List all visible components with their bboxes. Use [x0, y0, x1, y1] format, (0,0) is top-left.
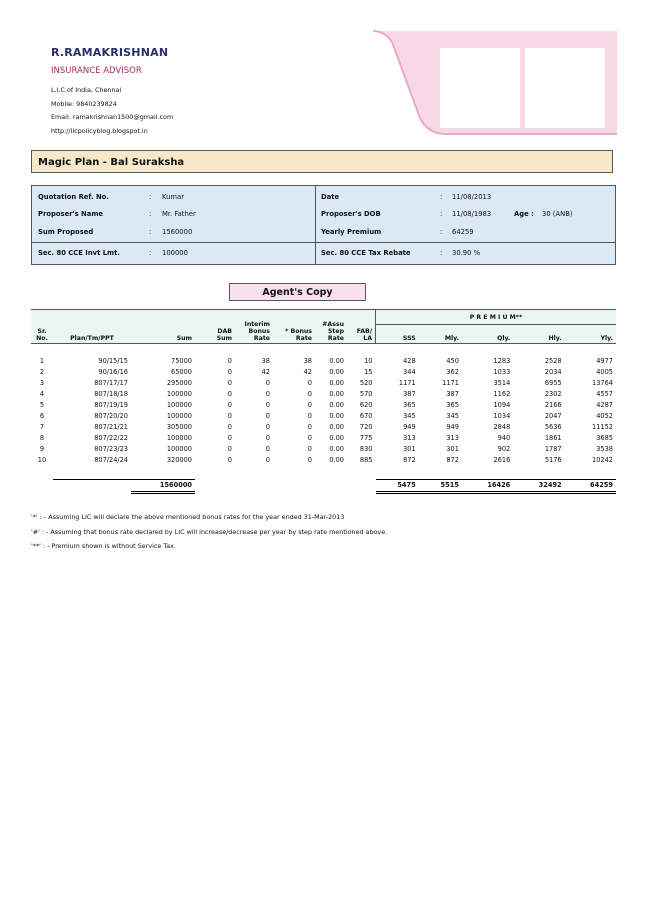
table-cell: 100000: [166, 389, 192, 398]
table-cell: 5636: [544, 422, 562, 431]
quotation-label: Quotation Ref. No.: [38, 193, 109, 201]
table-cell: 0: [227, 411, 232, 420]
colon: :: [440, 249, 443, 257]
table-row: [31, 410, 616, 421]
header-premium: P R E M I U M**: [376, 310, 617, 325]
footnote-step: '#' : - Assuming that bonus rate declared by LIC will increase/decrease per year by step rate mentioned above.: [31, 527, 388, 536]
table-cell: 570: [359, 389, 373, 398]
age-label: Age :: [514, 210, 534, 218]
table-cell: 0: [227, 433, 232, 442]
header-plan: Plan/Tm/PPT: [70, 335, 114, 342]
table-cell: 313: [403, 433, 416, 442]
table-cell: 0: [227, 356, 232, 365]
table-cell: 13764: [592, 378, 613, 387]
table-cell: 4: [39, 389, 45, 398]
table-cell: 1094: [493, 400, 511, 409]
table-cell: 2166: [544, 400, 562, 409]
table-cell: 0.00: [329, 422, 344, 431]
table-cell: 0: [265, 389, 270, 398]
total-sum: 1560000: [131, 479, 195, 492]
table-cell: 0: [307, 378, 312, 387]
table-cell: 6: [39, 411, 45, 420]
table-cell: 1171: [442, 378, 459, 387]
table-cell: 0.00: [329, 433, 344, 442]
table-row: [31, 388, 616, 399]
table-cell: 4052: [596, 411, 613, 420]
table-cell: 3685: [596, 433, 613, 442]
table-cell: 305000: [166, 422, 192, 431]
table-cell: 1787: [544, 444, 562, 453]
advisor-website[interactable]: http://licpolicyblog.blogspot.in: [51, 126, 148, 135]
colon: :: [149, 210, 152, 218]
table-cell: 807/18/18: [94, 389, 128, 398]
header-bonus: * Bonus Rate: [285, 328, 312, 342]
table-cell: 0: [227, 378, 232, 387]
table-cell: 0: [307, 411, 312, 420]
advisor-email[interactable]: Email: ramakrishnan1500@gmail.com: [51, 113, 174, 121]
table-cell: 9: [39, 444, 45, 453]
header-qly: Qly.: [497, 335, 511, 342]
table-cell: 720: [359, 422, 373, 431]
advisor-role: INSURANCE ADVISOR: [51, 66, 142, 76]
table-row: [31, 366, 616, 377]
date-value: 11/08/2013: [452, 193, 492, 201]
date-label: Date: [321, 193, 340, 201]
sec80-invt-value: 100000: [162, 249, 188, 257]
table-cell: 0: [265, 400, 270, 409]
table-cell: 2: [39, 367, 45, 376]
info-divider-vertical: [315, 186, 316, 264]
table-cell: 872: [446, 455, 459, 464]
table-cell: 0: [265, 455, 270, 464]
table-cell: 2302: [544, 389, 562, 398]
table-cell: 0.00: [329, 455, 344, 464]
table-cell: 42: [303, 367, 312, 376]
colon: :: [149, 249, 152, 257]
table-cell: 15: [364, 367, 373, 376]
table-cell: 10: [37, 455, 47, 464]
table-cell: 0: [227, 444, 232, 453]
premium-table: [31, 309, 616, 494]
table-cell: 520: [359, 378, 373, 387]
table-cell: 4557: [596, 389, 613, 398]
table-cell: 4287: [596, 400, 613, 409]
dob-value: 11/08/1983: [452, 210, 492, 218]
table-cell: 100000: [166, 400, 192, 409]
table-cell: 450: [446, 356, 459, 365]
header-mly: Mly.: [444, 335, 459, 342]
table-cell: 0: [227, 455, 232, 464]
table-row: [31, 399, 616, 410]
table-cell: 807/17/17: [94, 378, 128, 387]
table-cell: 38: [261, 356, 270, 365]
table-cell: 387: [446, 389, 459, 398]
table-cell: 42: [261, 367, 270, 376]
table-row: [31, 454, 616, 465]
header-yly: Yly.: [600, 335, 613, 342]
header-assu: #Assu Step Rate: [322, 321, 344, 342]
yearly-premium-value: 64259: [452, 228, 474, 236]
table-cell: 320000: [166, 455, 192, 464]
info-divider-horizontal: [32, 242, 615, 243]
table-cell: 38: [303, 356, 312, 365]
footnotes: [31, 510, 387, 554]
advisor-org: L.I.C of India, Chennai: [51, 86, 122, 94]
table-cell: 0.00: [329, 367, 344, 376]
table-cell: 100000: [166, 433, 192, 442]
table-cell: 1171: [398, 378, 416, 387]
header-interim: Interim Bonus Rate: [244, 321, 270, 342]
table-cell: 11152: [592, 422, 613, 431]
colon: :: [440, 193, 443, 201]
table-cell: 362: [446, 367, 459, 376]
table-cell: 1: [39, 356, 45, 365]
photo-placeholder-right: [525, 48, 605, 128]
header-sr: Sr. No.: [36, 328, 48, 342]
table-cell: 807/23/23: [94, 444, 128, 453]
total-hly: 32492: [513, 479, 564, 492]
table-cell: 807/22/22: [94, 433, 128, 442]
table-cell: 10: [364, 356, 373, 365]
total-qly: 16426: [462, 479, 513, 492]
table-cell: 100000: [166, 444, 192, 453]
sec80-rebate-value: 30.90 %: [452, 249, 481, 257]
table-cell: 301: [403, 444, 416, 453]
colon: :: [149, 193, 152, 201]
table-cell: 0: [227, 400, 232, 409]
colon: :: [440, 228, 443, 236]
table-cell: 1033: [493, 367, 511, 376]
sum-proposed-label: Sum Proposed: [38, 228, 94, 236]
table-cell: 2034: [544, 367, 562, 376]
table-cell: 3514: [493, 378, 511, 387]
advisor-info: [51, 46, 173, 138]
table-cell: 2047: [544, 411, 562, 420]
agent-copy-label: Agent's Copy: [229, 283, 366, 301]
footnote-tax: '**' : - Premium shown is without Service Tax.: [31, 542, 176, 550]
colon: :: [149, 228, 152, 236]
table-cell: 0: [307, 422, 312, 431]
table-cell: 0: [265, 378, 270, 387]
table-cell: 2528: [544, 356, 562, 365]
table-cell: 100000: [166, 411, 192, 420]
table-cell: 365: [446, 400, 459, 409]
table-cell: 807/19/19: [94, 400, 128, 409]
table-cell: 0: [307, 444, 312, 453]
table-cell: 7: [39, 422, 45, 431]
table-cell: 345: [446, 411, 459, 420]
table-cell: 5176: [544, 455, 562, 464]
table-cell: 0: [227, 422, 232, 431]
table-cell: 872: [403, 455, 416, 464]
table-cell: 2848: [493, 422, 511, 431]
table-cell: 1861: [544, 433, 562, 442]
table-cell: 3538: [596, 444, 613, 453]
sec80-rebate-label: Sec. 80 CCE Tax Rebate: [321, 249, 411, 257]
table-cell: 620: [359, 400, 373, 409]
table-cell: 0: [227, 389, 232, 398]
table-row: [31, 421, 616, 432]
table-cell: 830: [359, 444, 373, 453]
table-cell: 807/21/21: [94, 422, 128, 431]
table-cell: 10242: [592, 455, 613, 464]
table-cell: 1283: [493, 356, 511, 365]
sum-proposed-value: 1560000: [162, 228, 193, 236]
colon: :: [440, 210, 443, 218]
table-cell: 1162: [493, 389, 511, 398]
table-cell: 345: [403, 411, 416, 420]
proposer-value: Mr. Father: [162, 210, 196, 218]
table-cell: 885: [359, 455, 373, 464]
table-row: [31, 432, 616, 443]
table-cell: 428: [403, 356, 416, 365]
table-cell: 5: [39, 400, 45, 409]
table-cell: 0: [265, 433, 270, 442]
yearly-premium-label: Yearly Premium: [321, 228, 382, 236]
table-cell: 0.00: [329, 389, 344, 398]
sec80-invt-label: Sec. 80 CCE Invt Lmt.: [38, 249, 120, 257]
table-cell: 75000: [171, 356, 192, 365]
header-fab: FAB/ LA: [347, 310, 376, 344]
plan-title: Magic Plan - Bal Suraksha: [31, 150, 613, 173]
table-cell: 3: [39, 378, 45, 387]
total-sss: 5475: [376, 479, 419, 492]
table-cell: 387: [403, 389, 416, 398]
table-cell: 0.00: [329, 411, 344, 420]
quotation-value: Kumar: [162, 193, 185, 201]
table-cell: 670: [359, 411, 373, 420]
quotation-info-box: [31, 185, 616, 265]
photo-placeholder-left: [440, 48, 520, 128]
table-cell: 0: [265, 411, 270, 420]
table-cell: 2616: [493, 455, 511, 464]
proposer-label: Proposer's Name: [38, 210, 104, 218]
header-hly: Hly.: [548, 335, 562, 342]
table-cell: 0.00: [329, 356, 344, 365]
table-cell: 4005: [596, 367, 613, 376]
age-value: 30 (ANB): [542, 210, 573, 218]
table-cell: 807/24/24: [94, 455, 128, 464]
table-cell: 0: [227, 367, 232, 376]
table-cell: 940: [497, 433, 511, 442]
dob-label: Proposer's DOB: [321, 210, 381, 218]
header-sss: SSS: [402, 335, 416, 342]
table-cell: 0: [307, 433, 312, 442]
table-cell: 295000: [166, 378, 192, 387]
total-mly: 5515: [419, 479, 462, 492]
table-cell: 775: [359, 433, 373, 442]
header-sum: Sum: [176, 335, 192, 342]
table-cell: 949: [446, 422, 459, 431]
table-cell: 90/16/16: [98, 367, 128, 376]
table-cell: 313: [446, 433, 459, 442]
table-cell: 301: [446, 444, 459, 453]
header-dab: DAB Sum: [216, 328, 232, 342]
table-cell: 6955: [544, 378, 562, 387]
table-row: [31, 355, 616, 366]
table-cell: 807/20/20: [94, 411, 128, 420]
table-cell: 902: [497, 444, 511, 453]
footnote-bonus: '*' : - Assuming LIC will declare the above mentioned bonus rates for the year ended 31-Mar-2013: [31, 513, 345, 521]
table-cell: 0.00: [329, 378, 344, 387]
advisor-name: R.RAMAKRISHNAN: [51, 46, 169, 59]
table-cell: 0.00: [329, 444, 344, 453]
table-cell: 90/15/15: [98, 356, 128, 365]
table-cell: 0.00: [329, 400, 344, 409]
table-cell: 0: [265, 422, 270, 431]
advisor-mobile: Mobile: 9840239824: [51, 99, 117, 108]
table-cell: 0: [307, 400, 312, 409]
table-cell: 0: [307, 389, 312, 398]
table-cell: 1034: [493, 411, 511, 420]
table-cell: 0: [307, 455, 312, 464]
table-cell: 949: [403, 422, 416, 431]
total-yly: 64259: [565, 479, 616, 492]
table-cell: 4977: [596, 356, 613, 365]
table-cell: 344: [403, 367, 416, 376]
table-cell: 365: [403, 400, 416, 409]
table-cell: 8: [39, 433, 45, 442]
table-row: [31, 377, 616, 388]
table-cell: 0: [265, 444, 270, 453]
table-row: [31, 443, 616, 454]
table-cell: 65000: [171, 367, 192, 376]
